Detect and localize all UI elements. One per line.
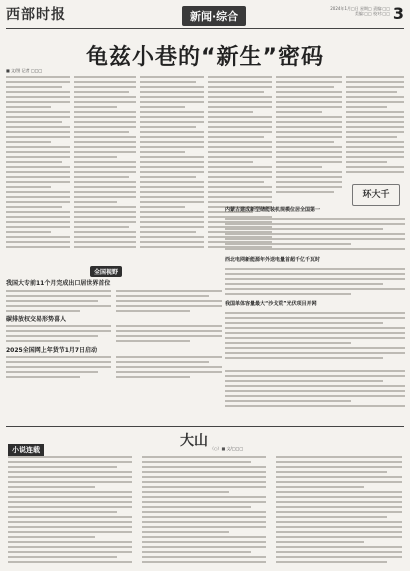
section-label: 新闻·综合 <box>182 6 246 26</box>
right-story-3-title: 我国单体容量最大“沙戈荒”光伏项目并网 <box>225 301 317 307</box>
right-story-3-continued <box>225 370 405 420</box>
article-column-6 <box>346 76 404 186</box>
column-badge: 环大千 <box>352 184 400 206</box>
center-story-1-text-b <box>116 290 222 314</box>
center-story-3-title: 2025全国网上年货节1月7日启动 <box>6 347 98 354</box>
page-number: 3 <box>392 4 404 23</box>
right-story-2-title: 西北电网新能源年外送电量首超千亿千瓦时 <box>225 257 321 263</box>
date-info: 2024年1月□日 星期□ 责编:□□ 美编:□□ 校对:□□ <box>330 6 390 16</box>
center-story-3-text-a <box>6 356 111 382</box>
main-headline: 龟兹小巷的“新生”密码 <box>86 45 324 70</box>
right-story-3-title-wrap <box>225 300 405 310</box>
article-column-3 <box>140 76 204 256</box>
masthead <box>6 4 404 26</box>
serial-subtitle: （○）■ 文/□□□ <box>210 446 244 451</box>
center-banner: 全国视野 <box>90 266 122 277</box>
serial-column-3 <box>276 456 402 566</box>
center-story-2-title: 碳排放权交易形势喜人 <box>6 316 67 323</box>
section-divider <box>6 426 404 427</box>
serial-column-1 <box>8 456 132 566</box>
serial-column-2 <box>142 456 266 566</box>
article-column-1 <box>6 76 70 256</box>
center-story-1-text-a <box>6 290 111 314</box>
center-story-1-title-wrap <box>6 278 222 288</box>
center-story-1-title: 我国大专前11个月完成出口居世界首位 <box>6 280 111 287</box>
center-story-2-text-b <box>116 325 222 345</box>
center-story-3-title-wrap <box>6 345 222 355</box>
center-story-2-title-wrap <box>6 314 222 324</box>
right-story-2-text <box>225 268 405 298</box>
center-story-3-text-b <box>116 356 222 382</box>
serial-section-tag: 小说连载 <box>8 444 44 456</box>
header-rule <box>6 28 404 29</box>
serial-title: 大山 <box>180 433 208 449</box>
right-story-1-text <box>225 218 405 254</box>
right-story-3-text <box>225 312 405 366</box>
right-story-1-title: 内蒙古建成新型储能装机规模位居全国第一 <box>225 207 321 213</box>
article-column-2 <box>74 76 136 256</box>
center-story-2-text-a <box>6 325 111 345</box>
right-story-2-title-wrap <box>225 256 405 266</box>
main-byline: ■ 文/图 记者 □□□ <box>6 68 43 73</box>
newspaper-logo: 西部时报 <box>6 7 66 23</box>
right-story-1-title-wrap <box>225 206 405 216</box>
